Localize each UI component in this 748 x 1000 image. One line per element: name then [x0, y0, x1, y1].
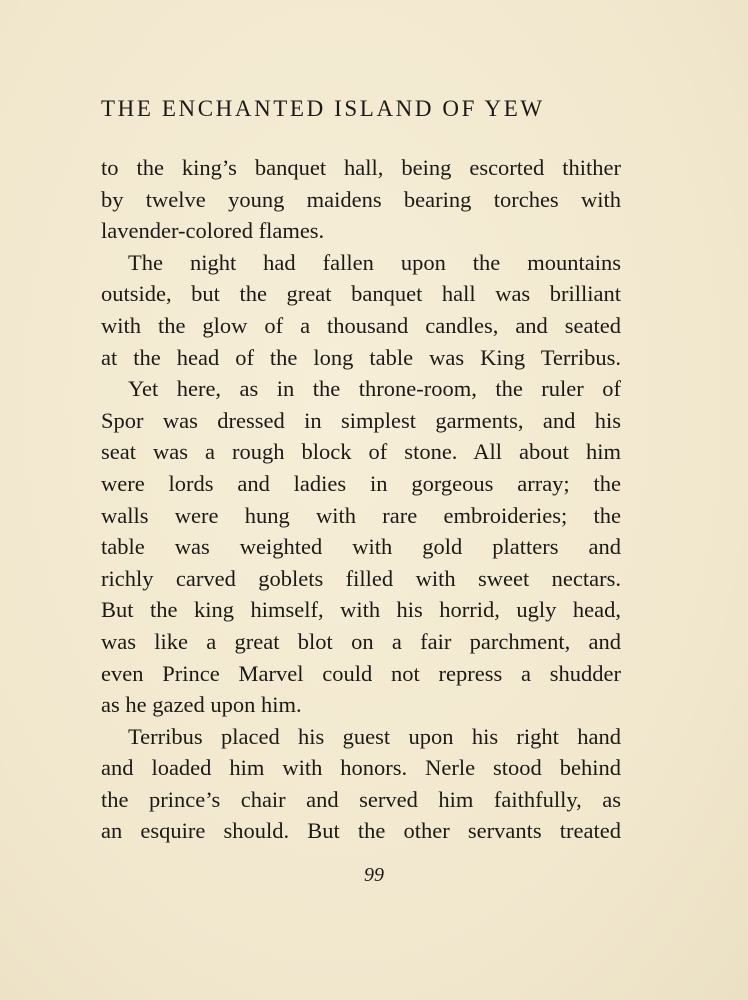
text-line: seat was a rough block of stone. All about him: [101, 439, 621, 465]
text-line: the prince’s chair and served him faithfully, as: [101, 786, 621, 812]
running-head: THE ENCHANTED ISLAND OF YEW: [101, 96, 545, 121]
text-line: and loaded him with honors. Nerle stood behind: [101, 755, 621, 781]
text-line: by twelve young maidens bearing torches with: [101, 186, 621, 212]
text-line: Yet here, as in the throne-room, the ruler of: [128, 376, 621, 402]
text-line: as he gazed upon him.: [101, 692, 302, 718]
text-line: lavender-colored flames.: [101, 218, 325, 244]
page-number: 99: [364, 864, 384, 886]
text-line: walls were hung with rare embroideries; the: [101, 502, 621, 528]
text-line: even Prince Marvel could not repress a shudder: [101, 660, 621, 686]
text-line: with the glow of a thousand candles, and seated: [101, 312, 621, 338]
text-line: an esquire should. But the other servants treated: [101, 818, 621, 844]
text-line: table was weighted with gold platters and: [101, 534, 621, 560]
text-line: outside, but the great banquet hall was brilliant: [101, 281, 621, 307]
body-text: [101, 152, 621, 847]
text-line: were lords and ladies in gorgeous array; the: [101, 470, 621, 496]
text-line: The night had fallen upon the mountains: [128, 249, 621, 275]
text-line: richly carved goblets filled with sweet nectars.: [101, 565, 621, 591]
text-line: Terribus placed his guest upon his right hand: [128, 723, 621, 749]
text-line: was like a great blot on a fair parchment, and: [101, 628, 621, 654]
text-line: to the king’s banquet hall, being escorted thither: [101, 155, 621, 180]
text-line: at the head of the long table was King Terribus.: [101, 344, 621, 370]
text-line: But the king himself, with his horrid, ugly head,: [101, 597, 621, 623]
text-line: Spor was dressed in simplest garments, and his: [101, 407, 621, 433]
